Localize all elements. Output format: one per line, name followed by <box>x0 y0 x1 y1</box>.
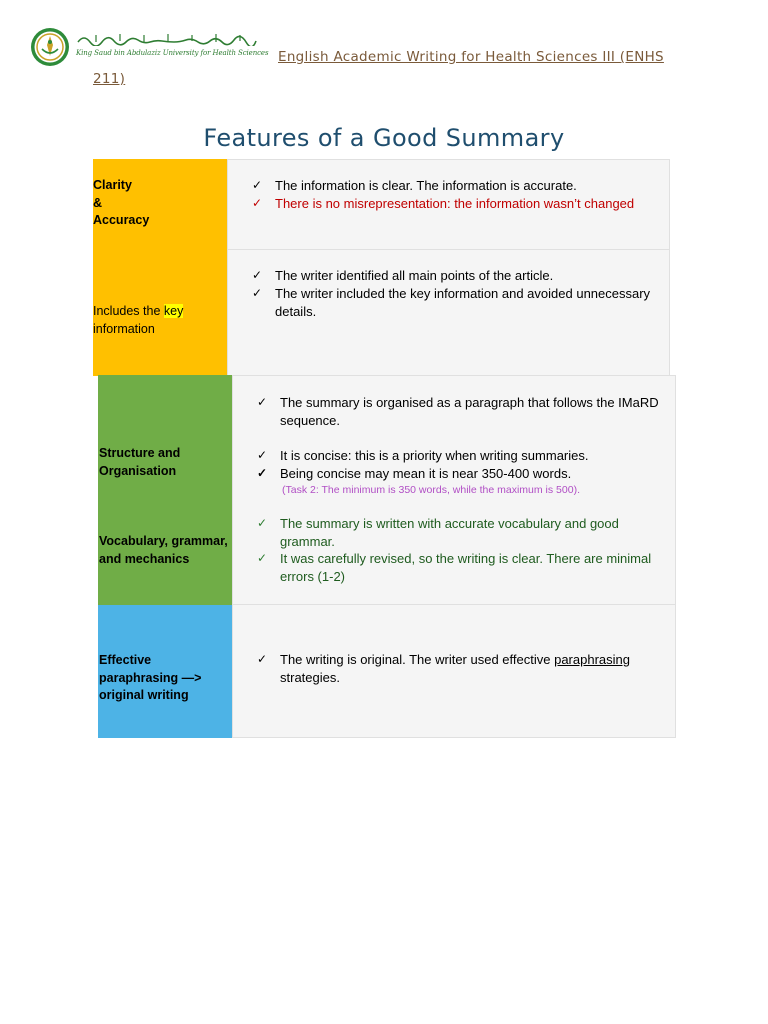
checkmark-icon: ✓ <box>257 652 268 666</box>
label-paraphrasing <box>98 605 232 738</box>
university-name-en: King Saud bin Abdulaziz University for Health Sciences <box>76 49 269 57</box>
label-effective-paraphrasing: Effective paraphrasing —> original writing <box>99 653 202 702</box>
checkmark-icon: ✓ <box>252 268 263 282</box>
item-text: The writer included the key information and avoided unnecessary details. <box>275 286 651 319</box>
row-paraphrasing <box>98 605 676 738</box>
item-text-start: The writing is original. The writer used effective <box>280 652 555 667</box>
item-text: The summary is organised as a paragraph that follows the IMaRD sequence. <box>280 395 659 428</box>
label-vocabulary: Vocabulary, grammar, and mechanics <box>99 534 228 566</box>
content-clarity-accuracy <box>227 159 670 250</box>
label-structure-vocabulary <box>98 375 232 605</box>
checkmark-icon: ✓ <box>257 395 268 409</box>
item-text-end: strategies. <box>280 669 340 685</box>
item-text <box>280 651 667 686</box>
content-structure-vocabulary <box>232 375 676 605</box>
label-includes: Includes the <box>93 304 164 318</box>
label-accuracy: Accuracy <box>93 213 150 227</box>
checkmark-icon: ✓ <box>252 286 263 300</box>
checkmark-icon: ✓ <box>252 196 263 210</box>
item-text-underlined: paraphrasing <box>554 652 630 667</box>
checkmark-icon: ✓ <box>257 466 268 480</box>
checkmark-icon: ✓ <box>257 551 268 565</box>
row-clarity-accuracy <box>93 159 670 250</box>
university-emblem-icon <box>30 27 70 67</box>
label-key-information <box>93 250 227 376</box>
item-text: The summary is written with accurate vocabulary and good grammar. <box>280 516 619 549</box>
note-text: (Task 2: The minimum is 350 words, while the maximum is 500). <box>282 484 580 496</box>
item-text: It was carefully revised, so the writing is clear. There are minimal errors (1-2) <box>280 551 652 584</box>
content-paraphrasing <box>232 605 676 738</box>
arabic-wordmark <box>76 32 258 46</box>
label-clarity-accuracy <box>93 159 227 250</box>
checkmark-icon: ✓ <box>257 448 268 462</box>
label-clarity: Clarity <box>93 178 132 192</box>
item-text: The information is clear. The information is accurate. <box>275 178 577 193</box>
row-structure-vocabulary <box>98 375 676 605</box>
checkmark-icon: ✓ <box>257 516 268 530</box>
row-key-information <box>93 250 670 376</box>
course-title: English Academic Writing for Health Sciences III (ENHS 211) <box>93 49 664 87</box>
item-text: There is no misrepresentation: the information wasn’t changed <box>275 196 635 211</box>
label-information: information <box>93 321 155 336</box>
item-text: It is concise: this is a priority when writing summaries. <box>280 448 589 463</box>
item-text: Being concise may mean it is near 350-400 words. <box>280 466 572 481</box>
item-text: The writer identified all main points of the article. <box>275 268 554 283</box>
page-title: Features of a Good Summary <box>203 124 565 152</box>
label-ampersand: & <box>93 195 103 210</box>
label-key-highlight: key <box>163 304 184 318</box>
content-key-information <box>227 250 670 376</box>
label-structure: Structure and Organisation <box>99 446 181 478</box>
checkmark-icon: ✓ <box>252 178 263 192</box>
